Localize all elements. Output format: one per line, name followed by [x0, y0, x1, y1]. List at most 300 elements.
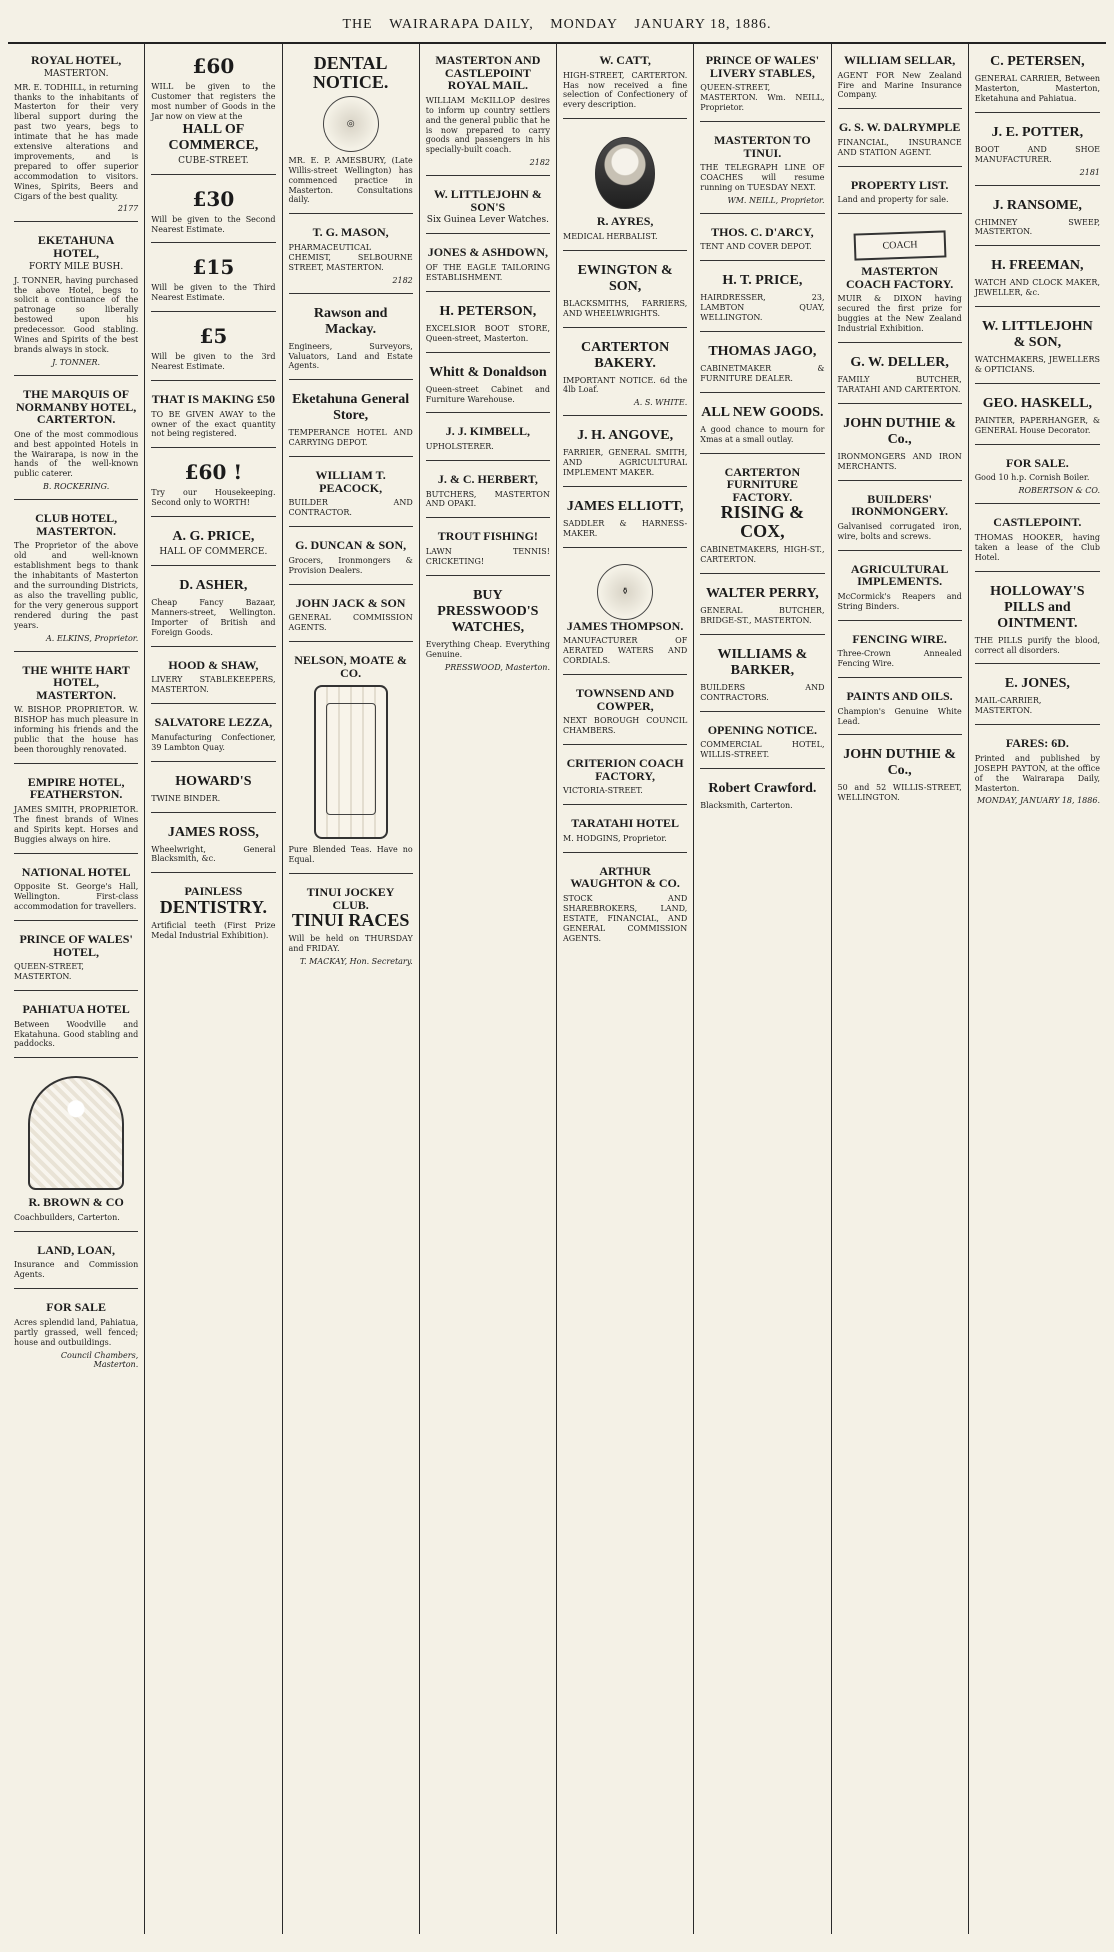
- ad-body: VICTORIA-STREET.: [563, 786, 643, 796]
- ad-title: HOOD & SHAW,: [168, 657, 259, 672]
- ad-body: MANUFACTURER OF AERATED WATERS AND CORDIALS.: [563, 636, 688, 666]
- ad-body: TEMPERANCE HOTEL AND CARRYING DEPOT.: [288, 428, 413, 448]
- ad-body: WILL be given to the Customer that registers the most number of Goods in the Jar now on view at the: [151, 82, 276, 121]
- ad-title: MASTERTON TO TINUI.: [714, 132, 811, 160]
- ad-white-hart: [14, 658, 138, 764]
- ad-title: PROPERTY LIST.: [850, 177, 949, 192]
- ad-title: TINUI JOCKEY CLUB.: [306, 884, 395, 912]
- ad-for-sale: [14, 1295, 138, 1376]
- ad-amount: £15: [192, 255, 235, 280]
- ad-body: FINANCIAL, INSURANCE AND STATION AGENT.: [837, 137, 962, 157]
- ad-title: TARATAHI HOTEL: [571, 816, 679, 831]
- ad-prize-5: [151, 318, 275, 381]
- ad-club-hotel: [14, 506, 138, 651]
- ad-body: LAWN TENNIS! CRICKETING!: [425, 546, 550, 566]
- ad-body: Queen-street Cabinet and Furniture Warehouse.: [425, 384, 550, 404]
- ad-builders-ironmongery: [838, 487, 962, 551]
- ad-columns: [8, 44, 1106, 1934]
- ad-title: BUILDERS' IRONMONGERY.: [851, 491, 949, 519]
- ad-painless-dentistry: [151, 879, 275, 948]
- ad-title: Rawson and Mackay.: [313, 305, 388, 337]
- ad-title: C. PETERSEN,: [990, 54, 1085, 69]
- ad-body: Everything Cheap. Everything Genuine.: [425, 639, 550, 659]
- portrait-illustration: [595, 137, 655, 209]
- ad-body: Try our Housekeeping. Second only to WORTH!: [151, 488, 276, 508]
- ad-title: PAINLESS: [184, 884, 243, 899]
- ad-gw-deller: [838, 349, 962, 404]
- ad-title: CARTERTON BAKERY.: [581, 339, 670, 371]
- ad-subtitle: FORTY MILE BUSH.: [28, 261, 124, 272]
- ad-rising-cox: [700, 460, 824, 574]
- column-8: [969, 44, 1106, 1934]
- ad-title: EKETAHUNA HOTEL,: [37, 233, 115, 261]
- ad-body: IRONMONGERS AND IRON MERCHANTS.: [837, 451, 962, 471]
- ad-title: WILLIAM SELLAR,: [843, 53, 956, 67]
- ad-body: Manufacturing Confectioner, 39 Lambton Quay.: [151, 732, 276, 752]
- ad-title: ARTHUR WAUGHTON & CO.: [570, 863, 680, 891]
- ad-w-catt: [563, 48, 687, 119]
- ad-title: WILLIAMS & BARKER,: [717, 646, 808, 678]
- ad-title: R. BROWN & CO: [28, 1195, 124, 1210]
- ad-ewington: [563, 257, 687, 328]
- ad-title: WALTER PERRY,: [705, 586, 819, 602]
- ad-g-duncan: [289, 533, 413, 584]
- ad-ag-price: [151, 523, 275, 566]
- ad-title: CLUB HOTEL, MASTERTON.: [35, 511, 118, 538]
- ad-holloways: [975, 578, 1100, 665]
- ad-signature: A. ELKINS, Proprietor.: [46, 633, 139, 643]
- ad-signature: B. ROCKERING.: [42, 482, 110, 492]
- ad-body: SADDLER & HARNESS-MAKER.: [563, 519, 688, 538]
- ad-walter-perry: [700, 580, 824, 635]
- ad-thomas-jago: [700, 338, 824, 393]
- ad-royal-hotel: [14, 48, 138, 222]
- ad-signature: A. S. WHITE.: [634, 398, 688, 408]
- ad-kimbell: [426, 419, 550, 461]
- ad-body: QUEEN-STREET, MASTERTON. Wm. NEILL, Proprietor.: [700, 83, 825, 112]
- ad-body: M. HODGINS, Proprietor.: [563, 833, 667, 843]
- ad-property-list: [838, 173, 962, 215]
- ad-tg-mason: [289, 220, 413, 293]
- illustrated-emblem: [28, 1076, 124, 1190]
- ad-title: JOHN DUTHIE & Co.,: [843, 747, 957, 779]
- ad-title: W. CATT,: [599, 53, 651, 67]
- ad-body: Pure Blended Teas. Have no Equal.: [288, 845, 413, 865]
- ad-body: HIGH-STREET, CARTERTON. Has now received a fine selection of Confectionery of every description.: [563, 70, 688, 110]
- ad-title: JAMES ROSS,: [167, 824, 259, 840]
- ad-title: THE WHITE HART HOTEL, MASTERTON.: [22, 662, 130, 702]
- ad-title: G. W. DELLER,: [850, 355, 949, 371]
- ad-body: UPHOLSTERER.: [425, 442, 494, 452]
- ad-rawson-mackay: [289, 300, 413, 381]
- ad-number: 2177: [117, 204, 139, 214]
- ad-body: GENERAL COMMISSION AGENTS.: [288, 613, 413, 633]
- ad-body: GENERAL BUTCHER, BRIDGE-ST., MASTERTON.: [700, 606, 825, 625]
- ad-body: NEXT BOROUGH COUNCIL CHAMBERS.: [563, 716, 688, 736]
- ad-title: JAMES ELLIOTT,: [566, 499, 684, 515]
- ad-presswood-watches: [426, 582, 550, 680]
- column-7: [832, 44, 969, 1934]
- ad-title: CARTERTON FURNITURE FACTORY.: [724, 464, 801, 504]
- ad-signature: ROBERTSON & CO.: [1018, 486, 1100, 496]
- ad-title: W. LITTLEJOHN & SON'S: [433, 187, 542, 214]
- ad-body: Between Woodville and Ekatahuna. Good stabling and paddocks.: [14, 1019, 139, 1049]
- ad-body: Engineers, Surveyors, Valuators, Land and Estate Agents.: [288, 341, 413, 371]
- ad-title: EWINGTON & SON,: [577, 262, 673, 294]
- ad-display-title: TINUI RACES: [291, 910, 410, 931]
- ad-littlejohn-son: [975, 313, 1100, 384]
- ad-hall-commerce: [151, 48, 275, 175]
- ad-prize-15: [151, 249, 275, 312]
- ad-body: Cheap Fancy Bazaar, Manners-street, Wellington. Importer of British and Foreign Goods.: [151, 598, 276, 637]
- ad-title: H. FREEMAN,: [991, 258, 1084, 274]
- ad-body: Insurance and Commission Agents.: [14, 1260, 139, 1280]
- ad-body: QUEEN-STREET, MASTERTON.: [14, 962, 84, 982]
- ad-body: EXCELSIOR BOOT STORE, Queen-street, Masterton.: [425, 323, 550, 343]
- ad-body: AGENT FOR New Zealand Fire and Marine Insurance Company.: [837, 70, 962, 100]
- ad-all-new-goods: [700, 399, 824, 454]
- ad-signature: Council Chambers, Masterton.: [60, 1350, 139, 1369]
- ad-body: WATCHMAKERS, JEWELLERS & OPTICIANS.: [974, 355, 1100, 375]
- ad-body: Three-Crown Annealed Fencing Wire.: [837, 649, 962, 669]
- ad-title: THOMAS JAGO,: [708, 344, 817, 360]
- ad-title: JOHN JACK & SON: [295, 595, 406, 610]
- ad-body: MAIL-CARRIER, MASTERTON.: [974, 696, 1042, 716]
- ad-body: BUILDERS AND CONTRACTORS.: [700, 682, 825, 702]
- ad-body: Good 10 h.p. Cornish Boiler.: [974, 473, 1090, 483]
- ad-title: JONES & ASHDOWN,: [427, 245, 549, 260]
- ad-opening-notice: [700, 718, 824, 769]
- ad-castlepoint: [975, 510, 1100, 571]
- ad-body: Will be given to the Third Nearest Estimate.: [151, 283, 276, 303]
- ad-title: H. PETERSON,: [439, 303, 537, 319]
- ad-nelson-moate: [289, 648, 413, 874]
- ad-brown-co: [14, 1064, 138, 1232]
- masthead-date: JANUARY 18, 1886.: [634, 17, 772, 32]
- ad-title: MASTERTON AND CASTLEPOINT ROYAL MAIL.: [435, 53, 541, 93]
- ad-body: BUTCHERS, MASTERTON AND OPAKI.: [425, 489, 550, 509]
- bottle-icon: ⚱: [597, 564, 653, 620]
- tea-can-illustration: [314, 685, 388, 839]
- ad-title: SALVATORE LEZZA,: [154, 715, 273, 730]
- ad-e-jones: [975, 670, 1100, 725]
- ad-paints-oils: [838, 684, 962, 735]
- ad-eketahuna-store: [289, 386, 413, 457]
- ad-criterion-coach: [563, 751, 687, 805]
- ad-display-title: HALL OF COMMERCE,: [168, 121, 259, 153]
- ad-masterton-coach: [838, 220, 962, 343]
- ad-number: 2182: [392, 275, 413, 285]
- ad-jones-ashdown: [426, 240, 550, 291]
- ad-salvatore-lezza: [151, 710, 275, 761]
- ad-title: FOR SALE: [46, 1300, 106, 1315]
- column-6: [694, 44, 831, 1934]
- ad-title: JOHN DUTHIE & Co.,: [843, 415, 957, 447]
- ad-body: Grocers, Ironmongers & Provision Dealers.: [288, 555, 413, 575]
- column-2: [145, 44, 282, 1934]
- ad-title: THE MARQUIS OF NORMANBY HOTEL, CARTERTON.: [16, 386, 137, 427]
- ad-title: T. G. MASON,: [312, 225, 389, 240]
- ad-title: H. T. PRICE,: [722, 273, 803, 289]
- ad-williams-barker: [700, 641, 824, 712]
- ad-body: Land and property for sale.: [837, 195, 949, 205]
- ad-amount: £5: [199, 324, 228, 349]
- ad-footer: [975, 731, 1100, 813]
- ad-body: THOMAS HOOKER, having taken a lease of the Club Hotel.: [974, 532, 1100, 562]
- ad-title: AGRICULTURAL IMPLEMENTS.: [850, 561, 949, 589]
- ad-title: PAINTS AND OILS.: [846, 689, 953, 704]
- ad-title: CRITERION COACH FACTORY,: [566, 756, 684, 783]
- ad-body: Blacksmith, Carterton.: [700, 801, 793, 811]
- ad-body: HAIRDRESSER, 23, LAMBTON QUAY, WELLINGTON.: [700, 293, 825, 323]
- ad-geo-haskell: [975, 390, 1100, 445]
- ad-body: LIVERY STABLEKEEPERS, MASTERTON.: [151, 675, 276, 695]
- masthead-separator: [379, 17, 384, 33]
- column-1: [8, 44, 145, 1934]
- ad-tinui-races: [289, 880, 413, 974]
- ad-body: MR. E. TODHILL, in returning thanks to the inhabitants of Masterton for their very liberal support during the past two years, begs to intimate that he has made extensive alterations and improvements, and is prepared to offer superior accommodation to visitors. Wines, Spirits, Beers and Cigars of the best quality.: [14, 82, 139, 201]
- ad-body: BUILDER AND CONTRACTOR.: [288, 498, 413, 518]
- ad-title: D. ASHER,: [179, 578, 248, 594]
- ad-body: McCormick's Reapers and String Binders.: [837, 591, 962, 611]
- ad-signature: J. TONNER.: [52, 357, 101, 367]
- ad-angove: [563, 422, 687, 487]
- ad-c-petersen: [975, 48, 1100, 113]
- ad-d-asher: [151, 572, 275, 647]
- ad-body: IMPORTANT NOTICE. 6d the 4lb Loaf.: [563, 375, 688, 395]
- ad-title: CASTLEPOINT.: [993, 515, 1082, 530]
- ad-prince-of-wales: [14, 927, 138, 991]
- ad-body: OF THE EAGLE TAILORING ESTABLISHMENT.: [425, 263, 550, 282]
- masthead-left: THE: [342, 17, 373, 32]
- ad-livery-stables: [700, 48, 824, 122]
- ad-littlejohn-watches: [426, 182, 550, 234]
- ad-body: THE TELEGRAPH LINE OF COACHES will resume running on TUESDAY NEXT.: [700, 163, 825, 192]
- ad-body: Will be given to the Second Nearest Estimate.: [151, 214, 276, 234]
- ad-john-duthie-2: [838, 741, 962, 811]
- ad-body: Wheelwright, General Blacksmith, &c.: [151, 844, 276, 864]
- ad-title: FENCING WIRE.: [852, 631, 947, 646]
- ad-body: Opposite St. George's Hall, Wellington. First-class accommodation for travellers.: [14, 882, 139, 912]
- ad-title: JAMES THOMPSON.: [566, 618, 684, 633]
- ad-body: WATCH AND CLOCK MAKER, JEWELLER, &c.: [974, 278, 1100, 298]
- ad-body: WILLIAM McKILLOP desires to inform up country settlers and the general public that he is now prepared to carry goods and passengers in his specially-built coach.: [425, 95, 550, 155]
- ad-title: NELSON, MOATE & CO.: [294, 652, 408, 680]
- ad-title: A. G. PRICE,: [172, 529, 255, 545]
- column-3: [283, 44, 420, 1934]
- ad-title: Robert Crawford.: [708, 781, 817, 797]
- ad-title: PRINCE OF WALES' HOTEL,: [19, 932, 133, 959]
- ad-amount: £60: [192, 54, 235, 78]
- ad-body: FAMILY BUTCHER, TARATAHI AND CARTERTON.: [837, 375, 962, 394]
- ad-title: OPENING NOTICE.: [707, 722, 818, 737]
- ad-land-loan: [14, 1238, 138, 1289]
- ad-body: THE PILLS purify the blood, correct all disorders.: [974, 635, 1100, 655]
- ad-body: Acres splendid land, Pahiatua, partly grassed, well fenced; house and outbuildings.: [14, 1317, 139, 1347]
- ad-title: MASTERTON COACH FACTORY.: [845, 264, 954, 291]
- ad-title: THAT IS MAKING £50: [151, 392, 275, 407]
- masthead-separator-3: [624, 17, 629, 33]
- ad-subtitle: CUBE-STREET.: [178, 155, 249, 166]
- ad-number: 2181: [1079, 167, 1100, 177]
- ad-making-50: [151, 387, 275, 448]
- ad-body: 50 and 52 WILLIS-STREET, WELLINGTON.: [837, 783, 962, 803]
- ad-whitt-donaldson: [426, 359, 550, 414]
- column-5: [557, 44, 694, 1934]
- ad-h-peterson: [426, 298, 550, 353]
- ad-body: Coachbuilders, Carterton.: [14, 1212, 120, 1222]
- masthead-day: MONDAY: [550, 17, 618, 32]
- ad-taratahi-hotel: [563, 811, 687, 853]
- ad-body: One of the most commodious and best appointed Hotels in the Wairarapa, is now in the hands of the well-known public caterer.: [14, 429, 139, 479]
- ad-townsend-cowper: [563, 681, 687, 745]
- ad-james-thompson: [563, 554, 687, 675]
- ad-title: HOWARD'S: [175, 773, 252, 789]
- ad-amount: £30: [192, 186, 235, 211]
- ad-title: BUY PRESSWOOD'S WATCHES,: [437, 587, 539, 635]
- ad-title: ALL NEW GOODS.: [701, 404, 824, 420]
- ad-title: Whitt & Donaldson: [429, 364, 547, 380]
- ad-title: DENTAL NOTICE.: [312, 53, 389, 92]
- ad-body: COMMERCIAL HOTEL, WILLIS-STREET.: [700, 740, 825, 760]
- ad-body: TWINE BINDER.: [151, 793, 221, 803]
- coach-factory-label: COACH: [853, 231, 946, 261]
- ad-title: GEO. HASKELL,: [982, 395, 1093, 411]
- ad-dental-notice: [289, 48, 413, 214]
- ad-title: Eketahuna General Store,: [292, 392, 410, 424]
- ad-body: MUIR & DIXON having secured the first prize for buggies at the New Zealand Industrial Exhibition.: [837, 294, 962, 334]
- ad-body: Printed and published by JOSEPH PAYTON, at the office of the Wairarapa Daily, Masterton.: [974, 753, 1100, 793]
- ad-body: CABINETMAKERS, HIGH-ST., CARTERTON.: [700, 545, 825, 565]
- ad-body: Artificial teeth (First Prize Medal Industrial Exhibition).: [151, 920, 276, 940]
- ad-title: WILLIAM T. PEACOCK,: [315, 468, 386, 495]
- ad-peacock: [289, 463, 413, 527]
- masthead: [8, 8, 1106, 44]
- ad-body: JAMES SMITH, PROPRIETOR. The finest brands of Wines and Spirits kept. Horses and Buggies always on hire.: [14, 805, 139, 844]
- ad-body: Galvanised corrugated iron, wire, bolts and screws.: [837, 521, 962, 541]
- column-4: [420, 44, 557, 1934]
- ad-body: HALL OF COMMERCE.: [159, 547, 268, 558]
- ad-darcy: [700, 220, 824, 262]
- ad-howards-binder: [151, 768, 275, 813]
- ad-title: EMPIRE HOTEL, FEATHERSTON.: [27, 774, 125, 802]
- ad-body: Will be given to the 3rd Nearest Estimate.: [151, 352, 276, 372]
- masthead-title: WAIRARAPA DAILY,: [389, 17, 534, 32]
- ad-title: HOLLOWAY'S PILLS and OINTMENT.: [990, 583, 1085, 631]
- ad-herbert: [426, 467, 550, 518]
- ad-title: PRINCE OF WALES' LIVERY STABLES,: [705, 53, 820, 80]
- ad-title: G. DUNCAN & SON,: [295, 538, 407, 553]
- ad-body: Six Guinea Lever Watches.: [426, 215, 549, 226]
- ad-title: FOR SALE.: [1006, 455, 1069, 470]
- ad-national-hotel: [14, 860, 138, 921]
- ad-body: MEDICAL HERBALIST.: [563, 231, 658, 241]
- ad-amount: £60 !: [184, 460, 243, 485]
- ad-trout-fishing: [426, 524, 550, 575]
- ad-subtitle: MASTERTON.: [43, 68, 109, 79]
- ad-j-ransome: [975, 192, 1100, 247]
- ad-r-ayres: [563, 125, 687, 251]
- ad-title: J. & C. HERBERT,: [437, 471, 538, 486]
- ad-telegraph-line: [700, 128, 824, 214]
- ad-for-sale-boiler: [975, 451, 1100, 505]
- ad-title: J. RANSOME,: [992, 197, 1082, 213]
- ad-title: ROYAL HOTEL,: [30, 53, 122, 67]
- masthead-separator-2: [540, 17, 545, 33]
- ad-title: R. AYRES,: [596, 214, 654, 229]
- ad-body: FARRIER, GENERAL SMITH, AND AGRICULTURAL IMPLEMENT MAKER.: [563, 448, 688, 478]
- ad-carterton-bakery: [563, 334, 687, 417]
- ad-body: CHIMNEY SWEEP, MASTERTON.: [974, 217, 1100, 237]
- ad-william-sellar: [838, 48, 962, 109]
- ad-title: TOWNSEND AND COWPER,: [576, 686, 675, 713]
- ad-title: J. J. KIMBELL,: [445, 424, 531, 439]
- ad-title: PAHIATUA HOTEL: [22, 1002, 130, 1016]
- ad-eketahuna-hotel: [14, 228, 138, 375]
- ad-body: MR. E. P. AMESBURY, (Late Willis-street Wellington) has commenced practice in Masterton. Consultations daily.: [288, 155, 413, 205]
- ad-body: BLACKSMITHS, FARRIERS, AND WHEELWRIGHTS.: [563, 298, 688, 318]
- ad-signature: PRESSWOOD, Masterton.: [444, 662, 550, 672]
- ad-body: STOCK AND SHAREBROKERS, LAND, ESTATE, FINANCIAL, AND GENERAL COMMISSION AGENTS.: [563, 893, 688, 943]
- ad-je-potter: [975, 119, 1100, 186]
- ad-empire-hotel: [14, 770, 138, 854]
- ad-body: PAINTER, PAPERHANGER, & GENERAL House Decorator.: [974, 415, 1100, 435]
- ad-title: LAND, LOAN,: [37, 1242, 115, 1257]
- ad-title: J. H. ANGOVE,: [577, 428, 674, 444]
- ad-robert-crawford: [700, 775, 824, 819]
- ad-body: CABINETMAKER & FURNITURE DEALER.: [700, 364, 825, 383]
- ad-john-jack: [289, 591, 413, 642]
- ad-body: Will be held on THURSDAY and FRIDAY.: [288, 934, 413, 953]
- ad-h-freeman: [975, 252, 1100, 307]
- ad-body: The Proprietor of the above old and well-known establishment begs to thank the inhabitants of Masterton and the surrounding Districts, as also the travelling public, for the very generous support rendered during the past years.: [14, 541, 139, 630]
- ad-title: W. LITTLEJOHN & SON,: [982, 319, 1093, 351]
- ad-signature: T. MACKAY, Hon. Secretary.: [299, 956, 413, 966]
- ad-body: A good chance to mourn for Xmas at a small outlay.: [700, 424, 825, 444]
- ad-agricultural: [838, 557, 962, 621]
- ad-number: 2182: [529, 158, 550, 168]
- ad-title: G. S. W. DALRYMPLE: [838, 120, 961, 135]
- ad-body: GENERAL CARRIER, Between Masterton, Masterton, Eketahuna and Pahiatua.: [974, 74, 1100, 103]
- ad-marquis-normanby: [14, 382, 138, 500]
- ad-body: TO BE GIVEN AWAY to the owner of the exact quantity not being registered.: [151, 409, 276, 439]
- ad-prize-60: [151, 454, 275, 517]
- ad-james-ross: [151, 819, 275, 874]
- ad-title: J. E. POTTER,: [991, 124, 1084, 140]
- ad-ht-price: [700, 267, 824, 332]
- ad-fencing-wire: [838, 627, 962, 678]
- ad-prize-30: [151, 181, 275, 244]
- ad-body: W. BISHOP. PROPRIETOR. W. BISHOP has much pleasure in informing his friends and the public that the house has been thoroughly renovated.: [14, 705, 139, 754]
- ad-title: NATIONAL HOTEL: [21, 864, 131, 879]
- ad-body: TENT AND COVER DEPOT.: [700, 242, 812, 252]
- ad-signature: WM. NEILL, Proprietor.: [727, 195, 825, 205]
- ad-pahiatua-hotel: [14, 997, 138, 1058]
- crest-icon: ◎: [323, 96, 379, 152]
- ad-title: TROUT FISHING!: [437, 529, 538, 544]
- ad-display-title: DENTISTRY.: [159, 896, 267, 917]
- ad-body: BOOT AND SHOE MANUFACTURER.: [974, 144, 1100, 164]
- ad-title: FARES: 6D.: [1005, 736, 1069, 751]
- ad-body: J. TONNER, having purchased the above Hotel, begs to solicit a continuance of the patronage so liberally bestowed upon his predecessor. Good stabling. Wines and Spirits of the best brands always in stock.: [14, 275, 139, 354]
- ad-waughton: [563, 859, 687, 952]
- ad-dalrymple: [838, 115, 962, 166]
- ad-body: PHARMACEUTICAL CHEMIST, SELBOURNE STREET, MASTERTON.: [288, 242, 413, 272]
- footer-date: MONDAY, JANUARY 18, 1886.: [977, 796, 1100, 806]
- ad-john-duthie-1: [838, 410, 962, 481]
- ad-hood-shaw: [151, 653, 275, 704]
- ad-elliott: [563, 493, 687, 548]
